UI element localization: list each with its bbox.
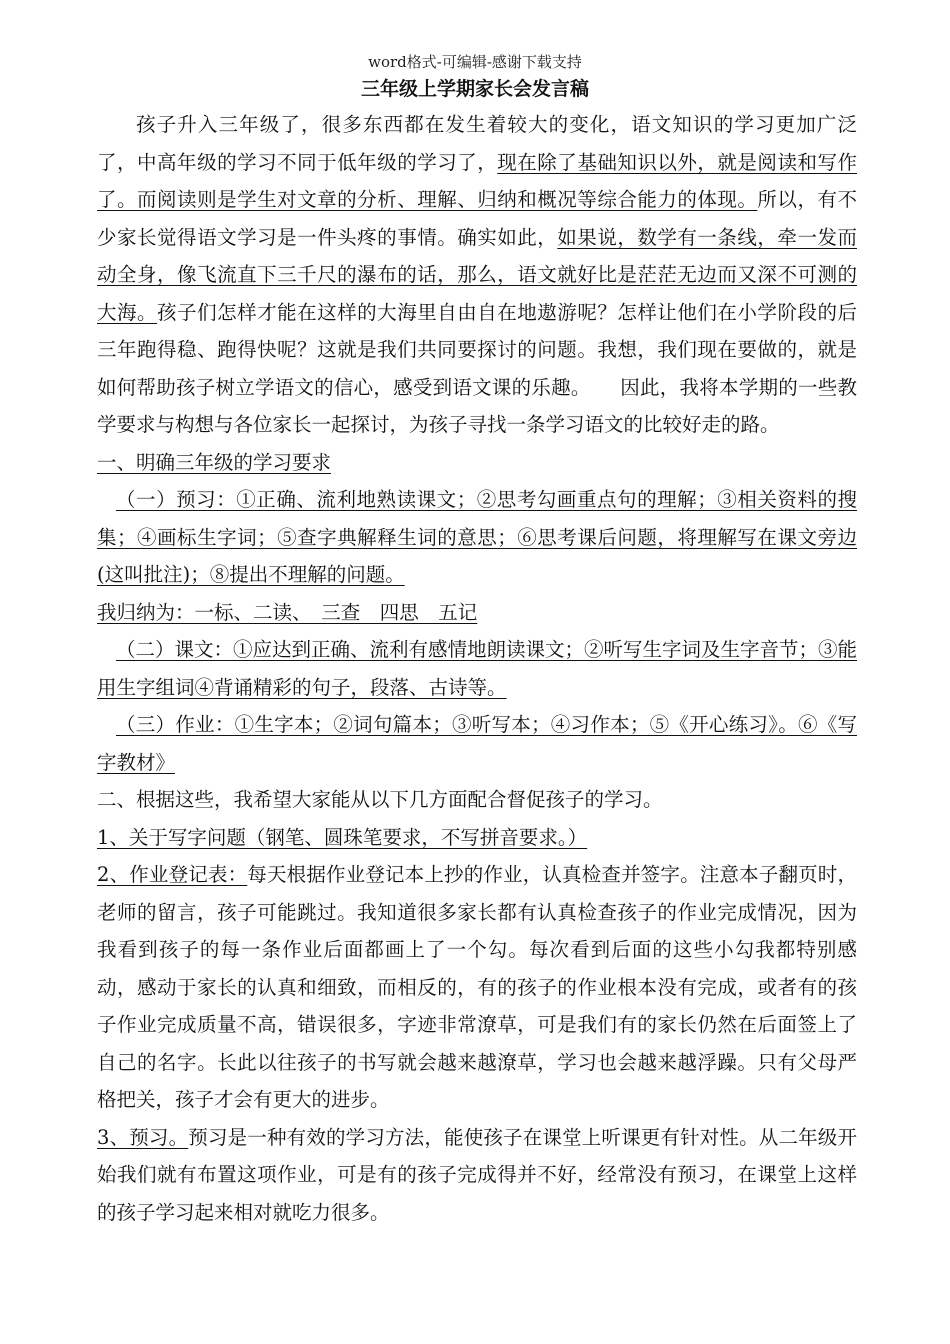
summary-line-text: 我归纳为：一标、二读、 三查 四思 五记	[97, 600, 478, 624]
document-body	[97, 106, 857, 1231]
section2-item-2-text: 每天根据作业登记本上抄的作业，认真检查并签字。注意本子翻页时，老师的留言，孩子可能跳过。我知道很多家长都有认真检查孩子的作业完成情况，因为我看到孩子的每一条作业后面都画上了一个勾。每次看到后面的这些小勾我都特别感动，感动于家长的认真和细致，而相反的，有的孩子的作业根本没有完成，或者有的孩子作业完成质量不高，错误很多，字迹非常潦草，可是我们有的家长仍然在后面签上了自己的名字。长此以往孩子的书写就会越来越潦草，学习也会越来越浮躁。只有父母严格把关，孩子才会有更大的进步。	[97, 863, 857, 1111]
lesson-requirements	[97, 631, 857, 706]
section1-heading	[97, 444, 857, 482]
section2-heading: 二、根据这些，我希望大家能从以下几方面配合督促孩子的学习。	[97, 788, 663, 811]
section2-item-2-label: 2、作业登记表：	[97, 863, 248, 886]
document-title: 三年级上学期家长会发言稿	[360, 78, 589, 100]
lesson-requirements-text: （二）课文：①应达到正确、流利有感情地朗读课文；②听写生字词及生字音节；③能用生字组词④背诵精彩的句子，段落、古诗等。	[97, 638, 858, 699]
preview-requirements	[97, 481, 857, 594]
section2-item-3	[97, 1119, 857, 1232]
summary-line	[97, 594, 857, 632]
homework-requirements	[97, 706, 857, 781]
intro-sentence-3: 所以，有不少家长觉得语文学习是一件头疼的事情。确实如此，	[97, 188, 857, 249]
intro-sentence-5: 孩子们怎样才能在这样的大海里自由自在地遨游呢？怎样让他们在小学阶段的后三年跑得稳、跑得快呢？这就是我们共同要探讨的问题。我想，我们现在要做的，就是如何帮助孩子树立学语文的信心，感受到语文课的乐趣。 因此，我将本学期的一些教学要求与构想与各位家长一起探讨，为孩子寻找一条学习语文的比较好走的路。	[97, 300, 857, 436]
homework-requirements-text: （三）作业：①生字本；②词句篇本；③听写本；④习作本；⑤《开心练习》。⑥《写字教材》	[97, 713, 857, 774]
intro-sentence-4: 如果说，数学有一条线，牵一发而动全身，像飞流直下三千尺的瀑布的话，那么，语文就好比是茫茫无边而又深不可测的大海。	[97, 225, 857, 324]
intro-sentence-1: 孩子升入三年级了，很多东西都在发生着较大的变化，语文知识的学习更加广泛了，中高年级的学习不同于低年级的学习了，	[97, 113, 857, 174]
section2-item-1-text: 1、关于写字问题（钢笔、圆珠笔要求，不写拼音要求。）	[97, 825, 588, 849]
intro-paragraph	[97, 106, 857, 444]
intro-sentence-2: 现在除了基础知识以外，就是阅读和写作了。而阅读则是学生对文章的分析、理解、归纳和概况等综合能力的体现。	[97, 150, 857, 211]
section2-item-1	[97, 819, 857, 857]
section2-item-2	[97, 856, 857, 1119]
preview-requirements-text: （一）预习：①正确、流利地熟读课文；②思考勾画重点句的理解；③相关资料的搜集；④画标生字词；⑤查字典解释生词的意思；⑥思考课后问题，将理解写在课文旁边(这叫批注)；⑧提出不理解的问题。	[97, 488, 857, 586]
section2-item-3-text: 预习是一种有效的学习方法，能使孩子在课堂上听课更有针对性。从二年级开始我们就有布置这项作业，可是有的孩子完成得并不好，经常没有预习，在课堂上这样的孩子学习起来相对就吃力很多。	[97, 1125, 857, 1224]
section1-heading-text: 一、明确三年级的学习要求	[97, 450, 332, 474]
section2-item-3-label: 3、预习。	[97, 1125, 189, 1149]
page-header: word格式-可编辑-感谢下载支持	[368, 53, 582, 71]
